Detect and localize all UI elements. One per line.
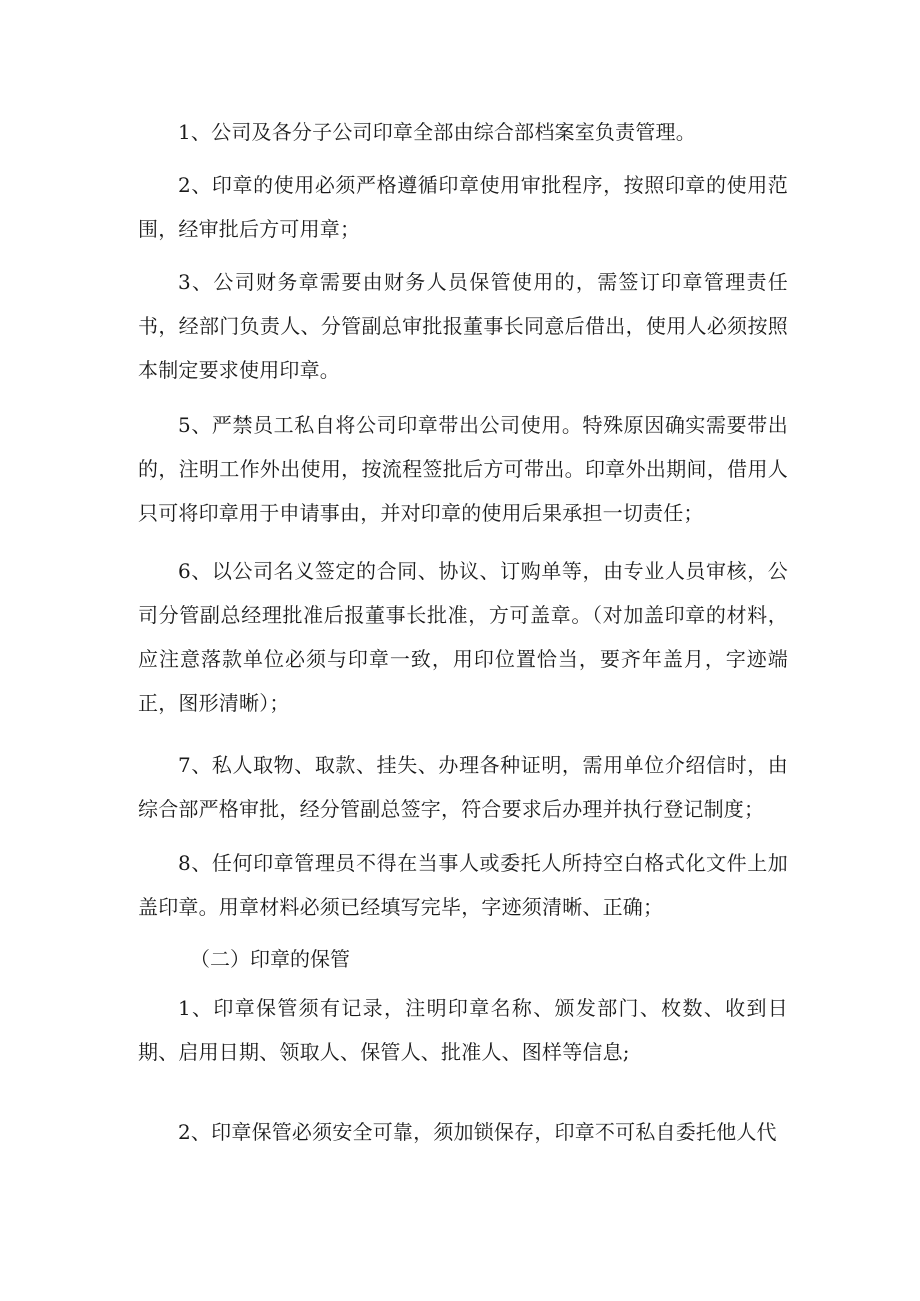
paragraph-7: 7、私人取物、取款、挂失、办理各种证明，需用单位介绍信时，由综合部严格审批，经分管副总签字，符合要求后办理并执行登记制度； (138, 753, 788, 821)
section-heading: （二）印章的保管 (190, 947, 350, 971)
paragraph-1: 1、公司及各分子公司印章全部由综合部档案室负责管理。 (178, 120, 696, 144)
paragraph-5: 5、严禁员工私自将公司印章带出公司使用。特殊原因确实需要带出的，注明工作外出使用，按流程签批后方可带出。印章外出期间，借用人只可将印章用于申请事由，并对印章的使用后果承担一切责任； (138, 413, 788, 525)
paragraph-2: 2、印章的使用必须严格遵循印章使用审批程序，按照印章的使用范围，经审批后方可用章； (138, 173, 788, 241)
paragraph-3: 3、公司财务章需要由财务人员保管使用的，需签订印章管理责任书，经部门负责人、分管副总审批报董事长同意后借出，使用人必须按照本制定要求使用印章。 (138, 270, 788, 382)
section-paragraph-1: 1、印章保管须有记录，注明印章名称、颁发部门、枚数、收到日期、启用日期、领取人、保管人、批准人、图样等信息; (138, 996, 788, 1064)
paragraph-6: 6、以公司名义签定的合同、协议、订购单等，由专业人员审核，公司分管副总经理批准后报董事长批准，方可盖章。（对加盖印章的材料，应注意落款单位必须与印章一致，用印位置恰当，要齐年盖月，字迹端正，图形清晰）； (138, 559, 788, 715)
paragraph-8: 8、任何印章管理员不得在当事人或委托人所持空白格式化文件上加盖印章。用章材料必须已经填写完毕，字迹须清晰、正确； (138, 851, 788, 919)
section-paragraph-2: 2、印章保管必须安全可靠，须加锁保存，印章不可私自委托他人代 (178, 1120, 777, 1144)
